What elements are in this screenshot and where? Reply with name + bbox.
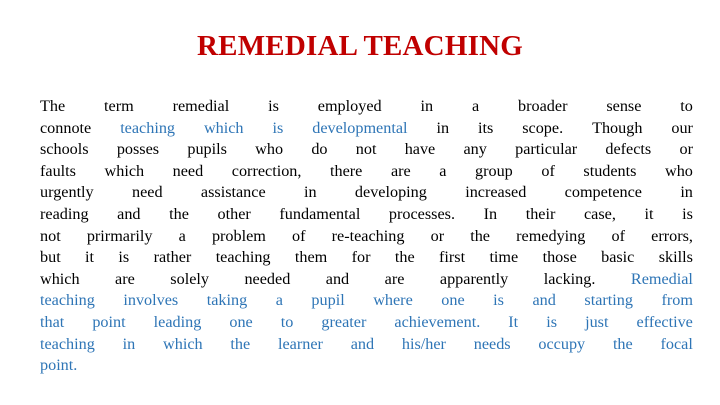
word: need: [172, 161, 204, 180]
highlighted-word: point: [92, 312, 126, 331]
word: it: [644, 204, 654, 223]
word: remedying: [516, 226, 586, 245]
highlighted-word: his/her: [401, 334, 446, 353]
word: assistance: [200, 183, 266, 202]
text-line: [40, 182, 693, 204]
highlighted-word: achievement.: [394, 312, 481, 331]
word: time: [489, 248, 519, 267]
word: problem: [211, 226, 266, 245]
word: of: [541, 161, 555, 180]
word: developing: [354, 183, 427, 202]
highlighted-word: one: [229, 312, 253, 331]
word: are: [115, 269, 135, 288]
word: apparently: [439, 269, 509, 288]
highlighted-word: which: [203, 118, 244, 137]
word: any: [463, 140, 487, 159]
word: correction,: [231, 161, 302, 180]
highlighted-word: that: [40, 312, 65, 331]
text-line: [40, 355, 693, 377]
word: which: [104, 161, 145, 180]
text-line: [40, 247, 693, 269]
word: is: [268, 97, 279, 115]
highlighted-word: It: [508, 312, 519, 331]
word: other: [217, 204, 251, 223]
word: faults: [40, 161, 76, 180]
highlighted-word: a: [275, 291, 283, 310]
word: but: [40, 248, 61, 267]
highlighted-word: in: [122, 334, 136, 353]
highlighted-word: is: [272, 118, 284, 137]
highlighted-word: taking: [206, 291, 248, 310]
word: Though: [592, 118, 643, 137]
word: them: [294, 248, 328, 267]
word: of: [611, 226, 625, 245]
highlighted-word: teaching: [40, 291, 95, 310]
word: its: [477, 118, 494, 137]
word: needed: [244, 269, 291, 288]
word: The: [40, 97, 66, 115]
word: students: [583, 161, 637, 180]
word: re-teaching: [331, 226, 405, 245]
word: is: [682, 204, 693, 223]
word: and: [325, 269, 350, 288]
word: basic: [601, 248, 635, 267]
highlighted-word: teaching: [120, 118, 176, 137]
word: in: [436, 118, 450, 137]
word: not: [355, 140, 377, 159]
word: term: [104, 97, 134, 115]
word: remedial: [172, 97, 230, 115]
text-line: [40, 226, 693, 248]
highlighted-word: and: [532, 291, 556, 310]
highlighted-word: needs: [473, 334, 511, 353]
highlighted-word: greater: [321, 312, 367, 331]
word: or: [679, 140, 693, 159]
highlighted-word: developmental: [312, 118, 408, 137]
highlighted-word: just: [585, 312, 609, 331]
highlighted-word: point.: [40, 356, 78, 375]
highlighted-word: leading: [153, 312, 202, 331]
word: in: [420, 97, 434, 115]
text-line: [40, 334, 693, 356]
highlighted-word: is: [493, 291, 504, 310]
word: broader: [518, 97, 568, 115]
word: do: [311, 140, 328, 159]
text-line: [40, 269, 693, 291]
word: it: [85, 248, 95, 267]
text-line: [40, 118, 693, 140]
word: there: [330, 161, 363, 180]
word: the: [394, 248, 415, 267]
highlighted-word: Remedial: [630, 269, 693, 288]
text-line: [40, 161, 693, 183]
highlighted-word: to: [280, 312, 294, 331]
word: scope.: [522, 118, 564, 137]
text-line: [40, 204, 693, 226]
word: employed: [317, 97, 382, 115]
word: particular: [515, 140, 578, 159]
word: schools: [40, 140, 89, 159]
highlighted-word: involves: [123, 291, 179, 310]
word: errors,: [651, 226, 693, 245]
text-line: [40, 290, 693, 312]
word: defects: [605, 140, 652, 159]
highlighted-word: teaching: [40, 334, 95, 353]
highlighted-word: occupy: [538, 334, 586, 353]
word: those: [542, 248, 577, 267]
word: rather: [153, 248, 192, 267]
word: processes.: [388, 204, 455, 223]
word: our: [671, 118, 693, 137]
highlighted-word: the: [612, 334, 633, 353]
word: for: [351, 248, 371, 267]
highlighted-word: from: [661, 291, 693, 310]
word: urgently: [40, 183, 94, 202]
word: is: [118, 248, 130, 267]
word: reading: [40, 204, 89, 223]
word: in: [680, 183, 693, 202]
word: fundamental: [279, 204, 361, 223]
word: lacking.: [543, 269, 596, 288]
highlighted-word: pupil: [311, 291, 345, 310]
word: prirmarily: [86, 226, 153, 245]
word: who: [665, 161, 693, 180]
word: group: [475, 161, 513, 180]
word: of: [292, 226, 306, 245]
highlighted-word: learner: [277, 334, 323, 353]
word: pupils: [187, 140, 227, 159]
word: and: [117, 204, 141, 223]
word: the: [470, 226, 490, 245]
word: teaching: [215, 248, 271, 267]
word: have: [404, 140, 436, 159]
body-paragraph: [40, 96, 693, 377]
word: first: [439, 248, 466, 267]
text-line: [40, 312, 693, 334]
word: competence: [564, 183, 642, 202]
highlighted-word: the: [230, 334, 251, 353]
word: who: [255, 140, 284, 159]
word: in: [303, 183, 317, 202]
word: solely: [170, 269, 209, 288]
word: the: [169, 204, 189, 223]
word: are: [390, 161, 411, 180]
highlighted-word: effective: [636, 312, 693, 331]
word: to: [680, 97, 693, 115]
highlighted-word: is: [546, 312, 558, 331]
highlighted-word: one: [441, 291, 465, 310]
word: need: [132, 183, 163, 202]
word: In: [483, 204, 498, 223]
word: a: [471, 97, 480, 115]
highlighted-word: and: [350, 334, 375, 353]
word: sense: [606, 97, 642, 115]
word: increased: [465, 183, 527, 202]
text-line: [40, 96, 693, 118]
word: a: [178, 226, 186, 245]
highlighted-word: focal: [660, 334, 693, 353]
slide-title: REMEDIAL TEACHING: [197, 30, 523, 62]
word: connote: [40, 118, 92, 137]
highlighted-word: where: [373, 291, 413, 310]
highlighted-word: starting: [584, 291, 633, 310]
word: posses: [116, 140, 160, 159]
word: their: [525, 204, 556, 223]
highlighted-word: which: [163, 334, 203, 353]
word: case,: [583, 204, 616, 223]
word: are: [384, 269, 405, 288]
word: skills: [658, 248, 693, 267]
word: not: [40, 226, 61, 245]
word: a: [439, 161, 447, 180]
word: which: [40, 269, 80, 288]
text-line: [40, 139, 693, 161]
word: or: [430, 226, 445, 245]
